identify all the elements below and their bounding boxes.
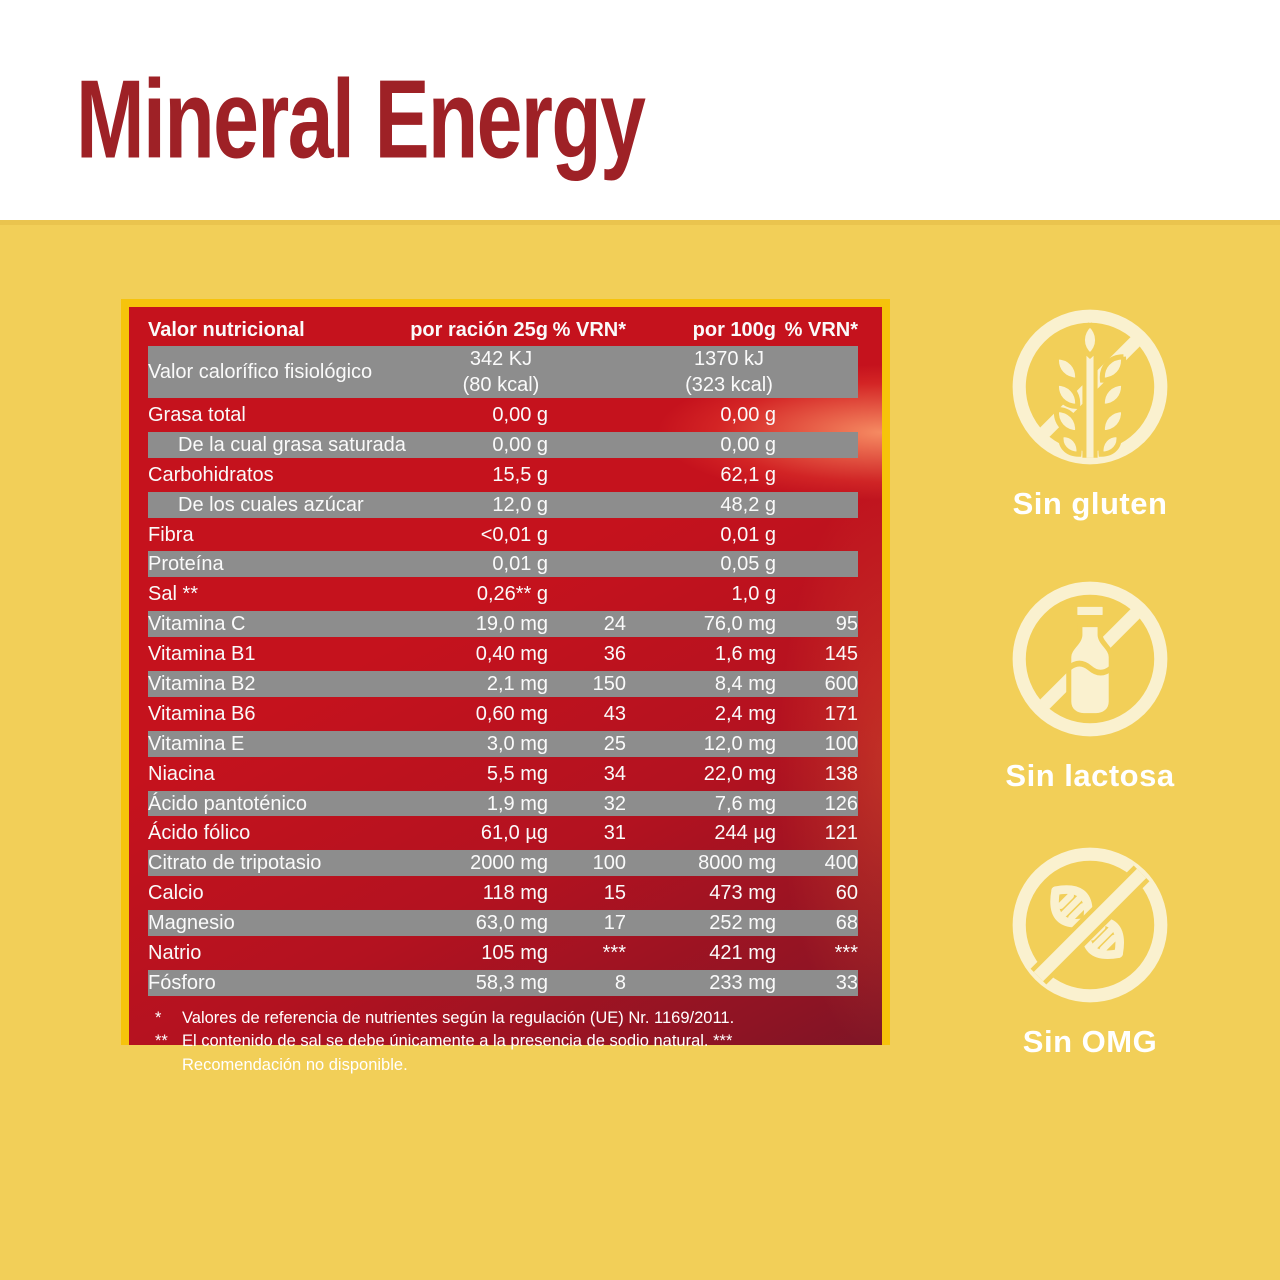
table-row bbox=[129, 729, 882, 759]
row-label: Vitamina C bbox=[148, 613, 246, 636]
table-row bbox=[129, 699, 882, 729]
portion-value: 0,40 mg bbox=[475, 643, 548, 666]
portion-vrn-value: 36 bbox=[603, 643, 626, 666]
row-label: Magnesio bbox=[148, 912, 235, 935]
table-row bbox=[129, 430, 882, 460]
portion-vrn-value: 24 bbox=[603, 613, 626, 636]
per100-value: 22,0 mg bbox=[703, 762, 776, 785]
row-label: Vitamina B2 bbox=[148, 672, 256, 695]
portion-vrn-value: 8 bbox=[614, 971, 626, 994]
product-title: Mineral Energy bbox=[76, 57, 645, 182]
row-label: Vitamina B6 bbox=[148, 702, 256, 725]
badge-sin-lactosa bbox=[984, 570, 1196, 794]
header-por-racion: por ración 25g bbox=[410, 319, 548, 341]
table-row bbox=[129, 848, 882, 878]
per100-value: 421 mg bbox=[709, 941, 776, 964]
portion-value: 0,00 g bbox=[492, 403, 548, 426]
portion-vrn-value: 17 bbox=[603, 912, 626, 935]
portion-vrn-value: 43 bbox=[603, 702, 626, 725]
table-row bbox=[129, 669, 882, 699]
badge-label-sin-lactosa: Sin lactosa bbox=[1005, 758, 1175, 793]
portion-vrn-value: 31 bbox=[603, 822, 626, 845]
table-row bbox=[129, 639, 882, 669]
row-label: Vitamina E bbox=[148, 732, 245, 755]
no-gmo-icon bbox=[1001, 836, 1179, 1014]
per100-vrn-value: 126 bbox=[824, 792, 858, 815]
no-lactose-icon bbox=[1001, 570, 1179, 748]
portion-vrn-value: 34 bbox=[603, 762, 626, 785]
per100-vrn-value: 600 bbox=[824, 672, 858, 695]
table-row bbox=[129, 460, 882, 490]
per100-value: 233 mg bbox=[709, 971, 776, 994]
per100-value: 8,4 mg bbox=[714, 672, 776, 695]
row-label: Calcio bbox=[148, 882, 204, 905]
portion-value: 58,3 mg bbox=[475, 971, 548, 994]
energy-100g-value bbox=[626, 346, 776, 399]
portion-value: 5,5 mg bbox=[486, 762, 548, 785]
row-label: Valor calorífico fisiológico bbox=[148, 361, 373, 384]
table-row bbox=[129, 968, 882, 998]
per100-value: 473 mg bbox=[709, 882, 776, 905]
per100-vrn-value: 100 bbox=[824, 732, 858, 755]
per100-value: 244 µg bbox=[714, 822, 776, 845]
badge-label-sin-gluten: Sin gluten bbox=[1012, 486, 1168, 521]
per100-vrn-value: 400 bbox=[824, 852, 858, 875]
table-row bbox=[129, 609, 882, 639]
nutrition-rows bbox=[129, 400, 882, 998]
portion-vrn-value: 32 bbox=[603, 792, 626, 815]
portion-value: <0,01 g bbox=[480, 523, 548, 546]
portion-value: 15,5 g bbox=[492, 463, 548, 486]
portion-vrn-value: *** bbox=[602, 941, 626, 964]
footnote-2-text: El contenido de sal se debe únicamente a la presencia de sodio natural. *** Recomendación no disponible. bbox=[182, 1032, 733, 1074]
header-por-100g: por 100g bbox=[692, 319, 776, 341]
portion-value: 63,0 mg bbox=[475, 912, 548, 935]
portion-vrn-value: 25 bbox=[603, 732, 626, 755]
table-header-row bbox=[129, 307, 882, 344]
per100-value: 48,2 g bbox=[720, 493, 776, 516]
per100-vrn-value: 60 bbox=[835, 882, 858, 905]
nutrition-table bbox=[121, 299, 890, 1074]
per100-vrn-value: 171 bbox=[824, 702, 858, 725]
per100-vrn-value: 121 bbox=[824, 822, 858, 845]
energy-row bbox=[129, 344, 882, 400]
row-label: Citrato de tripotasio bbox=[148, 852, 322, 875]
portion-value: 12,0 g bbox=[492, 493, 548, 516]
per100-value: 7,6 mg bbox=[714, 792, 776, 815]
portion-vrn-value: 150 bbox=[592, 672, 626, 695]
per100-value: 12,0 mg bbox=[703, 732, 776, 755]
table-row bbox=[129, 789, 882, 819]
per100-vrn-value: 145 bbox=[824, 643, 858, 666]
footnote-1 bbox=[155, 1007, 852, 1030]
row-label: Grasa total bbox=[148, 403, 246, 426]
per100-value: 252 mg bbox=[709, 912, 776, 935]
table-row bbox=[129, 938, 882, 968]
row-label: Vitamina B1 bbox=[148, 643, 256, 666]
portion-value: 105 mg bbox=[481, 941, 548, 964]
portion-value: 0,00 g bbox=[492, 433, 548, 456]
row-label: Ácido pantoténico bbox=[148, 792, 308, 815]
per100-value: 1,0 g bbox=[731, 583, 776, 606]
footnote-1-marker: * bbox=[155, 1008, 162, 1027]
row-label: Fósforo bbox=[148, 971, 216, 994]
banner-divider bbox=[0, 220, 1280, 225]
row-label: Ácido fólico bbox=[148, 822, 251, 845]
portion-value: 61,0 µg bbox=[480, 822, 548, 845]
footnote-2-marker: ** bbox=[155, 1032, 168, 1051]
row-label: Proteína bbox=[148, 553, 224, 576]
table-row bbox=[129, 818, 882, 848]
portion-vrn-value: 15 bbox=[603, 882, 626, 905]
per100-value: 8000 mg bbox=[698, 852, 776, 875]
portion-vrn-value: 100 bbox=[592, 852, 626, 875]
row-label: Sal ** bbox=[148, 583, 199, 606]
footnote-1-text: Valores de referencia de nutrientes según la regulación (UE) Nr. 1169/2011. bbox=[182, 1008, 735, 1027]
header-vrn-100g: % VRN* bbox=[784, 319, 858, 341]
table-row bbox=[129, 520, 882, 550]
per100-value: 0,01 g bbox=[720, 523, 776, 546]
portion-value: 19,0 mg bbox=[475, 613, 548, 636]
header-vrn-portion: % VRN* bbox=[552, 319, 626, 341]
badge-sin-omg bbox=[984, 836, 1196, 1060]
top-banner bbox=[0, 0, 1280, 220]
per100-vrn-value: 95 bbox=[835, 613, 858, 636]
portion-value: 3,0 mg bbox=[486, 732, 548, 755]
table-row bbox=[129, 908, 882, 938]
portion-value: 0,01 g bbox=[492, 553, 548, 576]
energy-100g-kcal: (323 kcal) bbox=[685, 374, 773, 397]
row-label: Natrio bbox=[148, 941, 202, 964]
portion-value: 118 mg bbox=[482, 882, 548, 905]
per100-value: 0,00 g bbox=[720, 433, 776, 456]
no-gluten-icon bbox=[1001, 298, 1179, 476]
per100-value: 76,0 mg bbox=[703, 613, 776, 636]
row-label: Carbohidratos bbox=[148, 463, 274, 486]
energy-100g-kj: 1370 kJ bbox=[693, 348, 765, 370]
row-label: De la cual grasa saturada bbox=[178, 433, 406, 456]
table-row bbox=[129, 759, 882, 789]
portion-value: 0,26** g bbox=[476, 583, 548, 606]
row-label: Fibra bbox=[148, 523, 194, 546]
row-label: Niacina bbox=[148, 762, 215, 785]
table-row bbox=[129, 878, 882, 908]
portion-value: 2000 mg bbox=[470, 852, 548, 875]
energy-portion-value bbox=[398, 346, 548, 399]
row-label: De los cuales azúcar bbox=[178, 493, 364, 516]
per100-vrn-value: *** bbox=[834, 941, 858, 964]
energy-portion-kcal: (80 kcal) bbox=[462, 374, 540, 397]
portion-value: 2,1 mg bbox=[486, 672, 548, 695]
table-row bbox=[129, 549, 882, 579]
header-valor-nutricional: Valor nutricional bbox=[148, 319, 305, 341]
per100-value: 2,4 mg bbox=[714, 702, 776, 725]
per100-vrn-value: 138 bbox=[824, 762, 858, 785]
per100-value: 62,1 g bbox=[720, 463, 776, 486]
table-row bbox=[129, 400, 882, 430]
energy-portion-kj: 342 KJ bbox=[469, 348, 533, 370]
table-row bbox=[129, 490, 882, 520]
per100-vrn-value: 68 bbox=[835, 912, 858, 935]
badge-sin-gluten bbox=[984, 298, 1196, 522]
per100-value: 1,6 mg bbox=[714, 643, 776, 666]
portion-value: 1,9 mg bbox=[486, 792, 548, 815]
table-footnotes bbox=[129, 998, 882, 1077]
per100-value: 0,05 g bbox=[720, 553, 776, 576]
per100-value: 0,00 g bbox=[720, 403, 776, 426]
per100-vrn-value: 33 bbox=[835, 971, 858, 994]
badge-label-sin-omg: Sin OMG bbox=[1022, 1024, 1158, 1059]
footnote-2 bbox=[155, 1030, 852, 1077]
portion-value: 0,60 mg bbox=[475, 702, 548, 725]
table-row bbox=[129, 579, 882, 609]
